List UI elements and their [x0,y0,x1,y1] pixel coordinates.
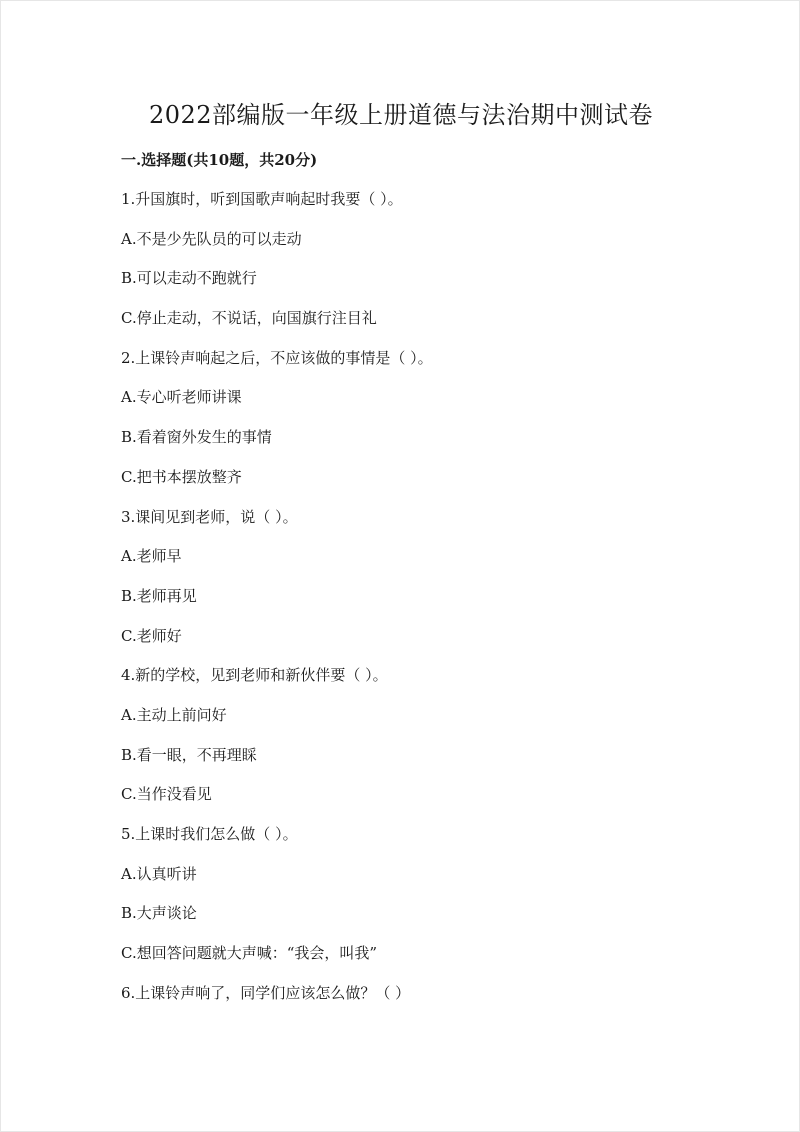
exam-title: 2022部编版一年级上册道德与法治期中测试卷 [148,101,654,129]
question-4-option-b: B.看一眼，不再理睬 [121,745,257,764]
question-1: 1.升国旗时，听到国歌声响起时我要（ ）。 [121,190,403,208]
question-1-option-b: B.可以走动不跑就行 [121,269,257,288]
question-5-option-a: A.认真听讲 [121,864,197,883]
question-5: 5.上课时我们怎么做（ ）。 [121,825,298,843]
question-list [121,187,433,1020]
question-4-option-c: C.当作没看见 [121,785,212,804]
question-4: 4.新的学校，见到老师和新伙伴要（ ）。 [121,666,388,685]
question-3-option-a: A.老师早 [121,547,182,566]
question-5-option-b: B.大声谈论 [121,904,197,923]
question-4-option-a: A.主动上前问好 [121,705,227,724]
question-1-option-a: A.不是少先队员的可以走动 [121,229,302,248]
question-2-option-b: B.看着窗外发生的事情 [121,428,272,447]
question-3-option-b: B.老师再见 [121,586,197,605]
question-3-option-c: C.老师好 [121,626,182,645]
question-5-option-c: C.想回答问题就大声喊：“我会，叫我” [121,944,378,963]
question-6: 6.上课铃声响了，同学们应该怎么做？（ ） [121,983,411,1002]
question-2-option-a: A.专心听老师讲课 [121,388,242,407]
question-2: 2.上课铃声响起之后，不应该做的事情是（ ）。 [121,348,433,367]
section-heading: 一.选择题(共10题，共20分) [121,151,318,169]
question-3: 3.课间见到老师，说（ ）。 [121,507,298,526]
question-1-option-c: C.停止走动，不说话，向国旗行注目礼 [121,309,377,328]
question-2-option-c: C.把书本摆放整齐 [121,467,242,486]
